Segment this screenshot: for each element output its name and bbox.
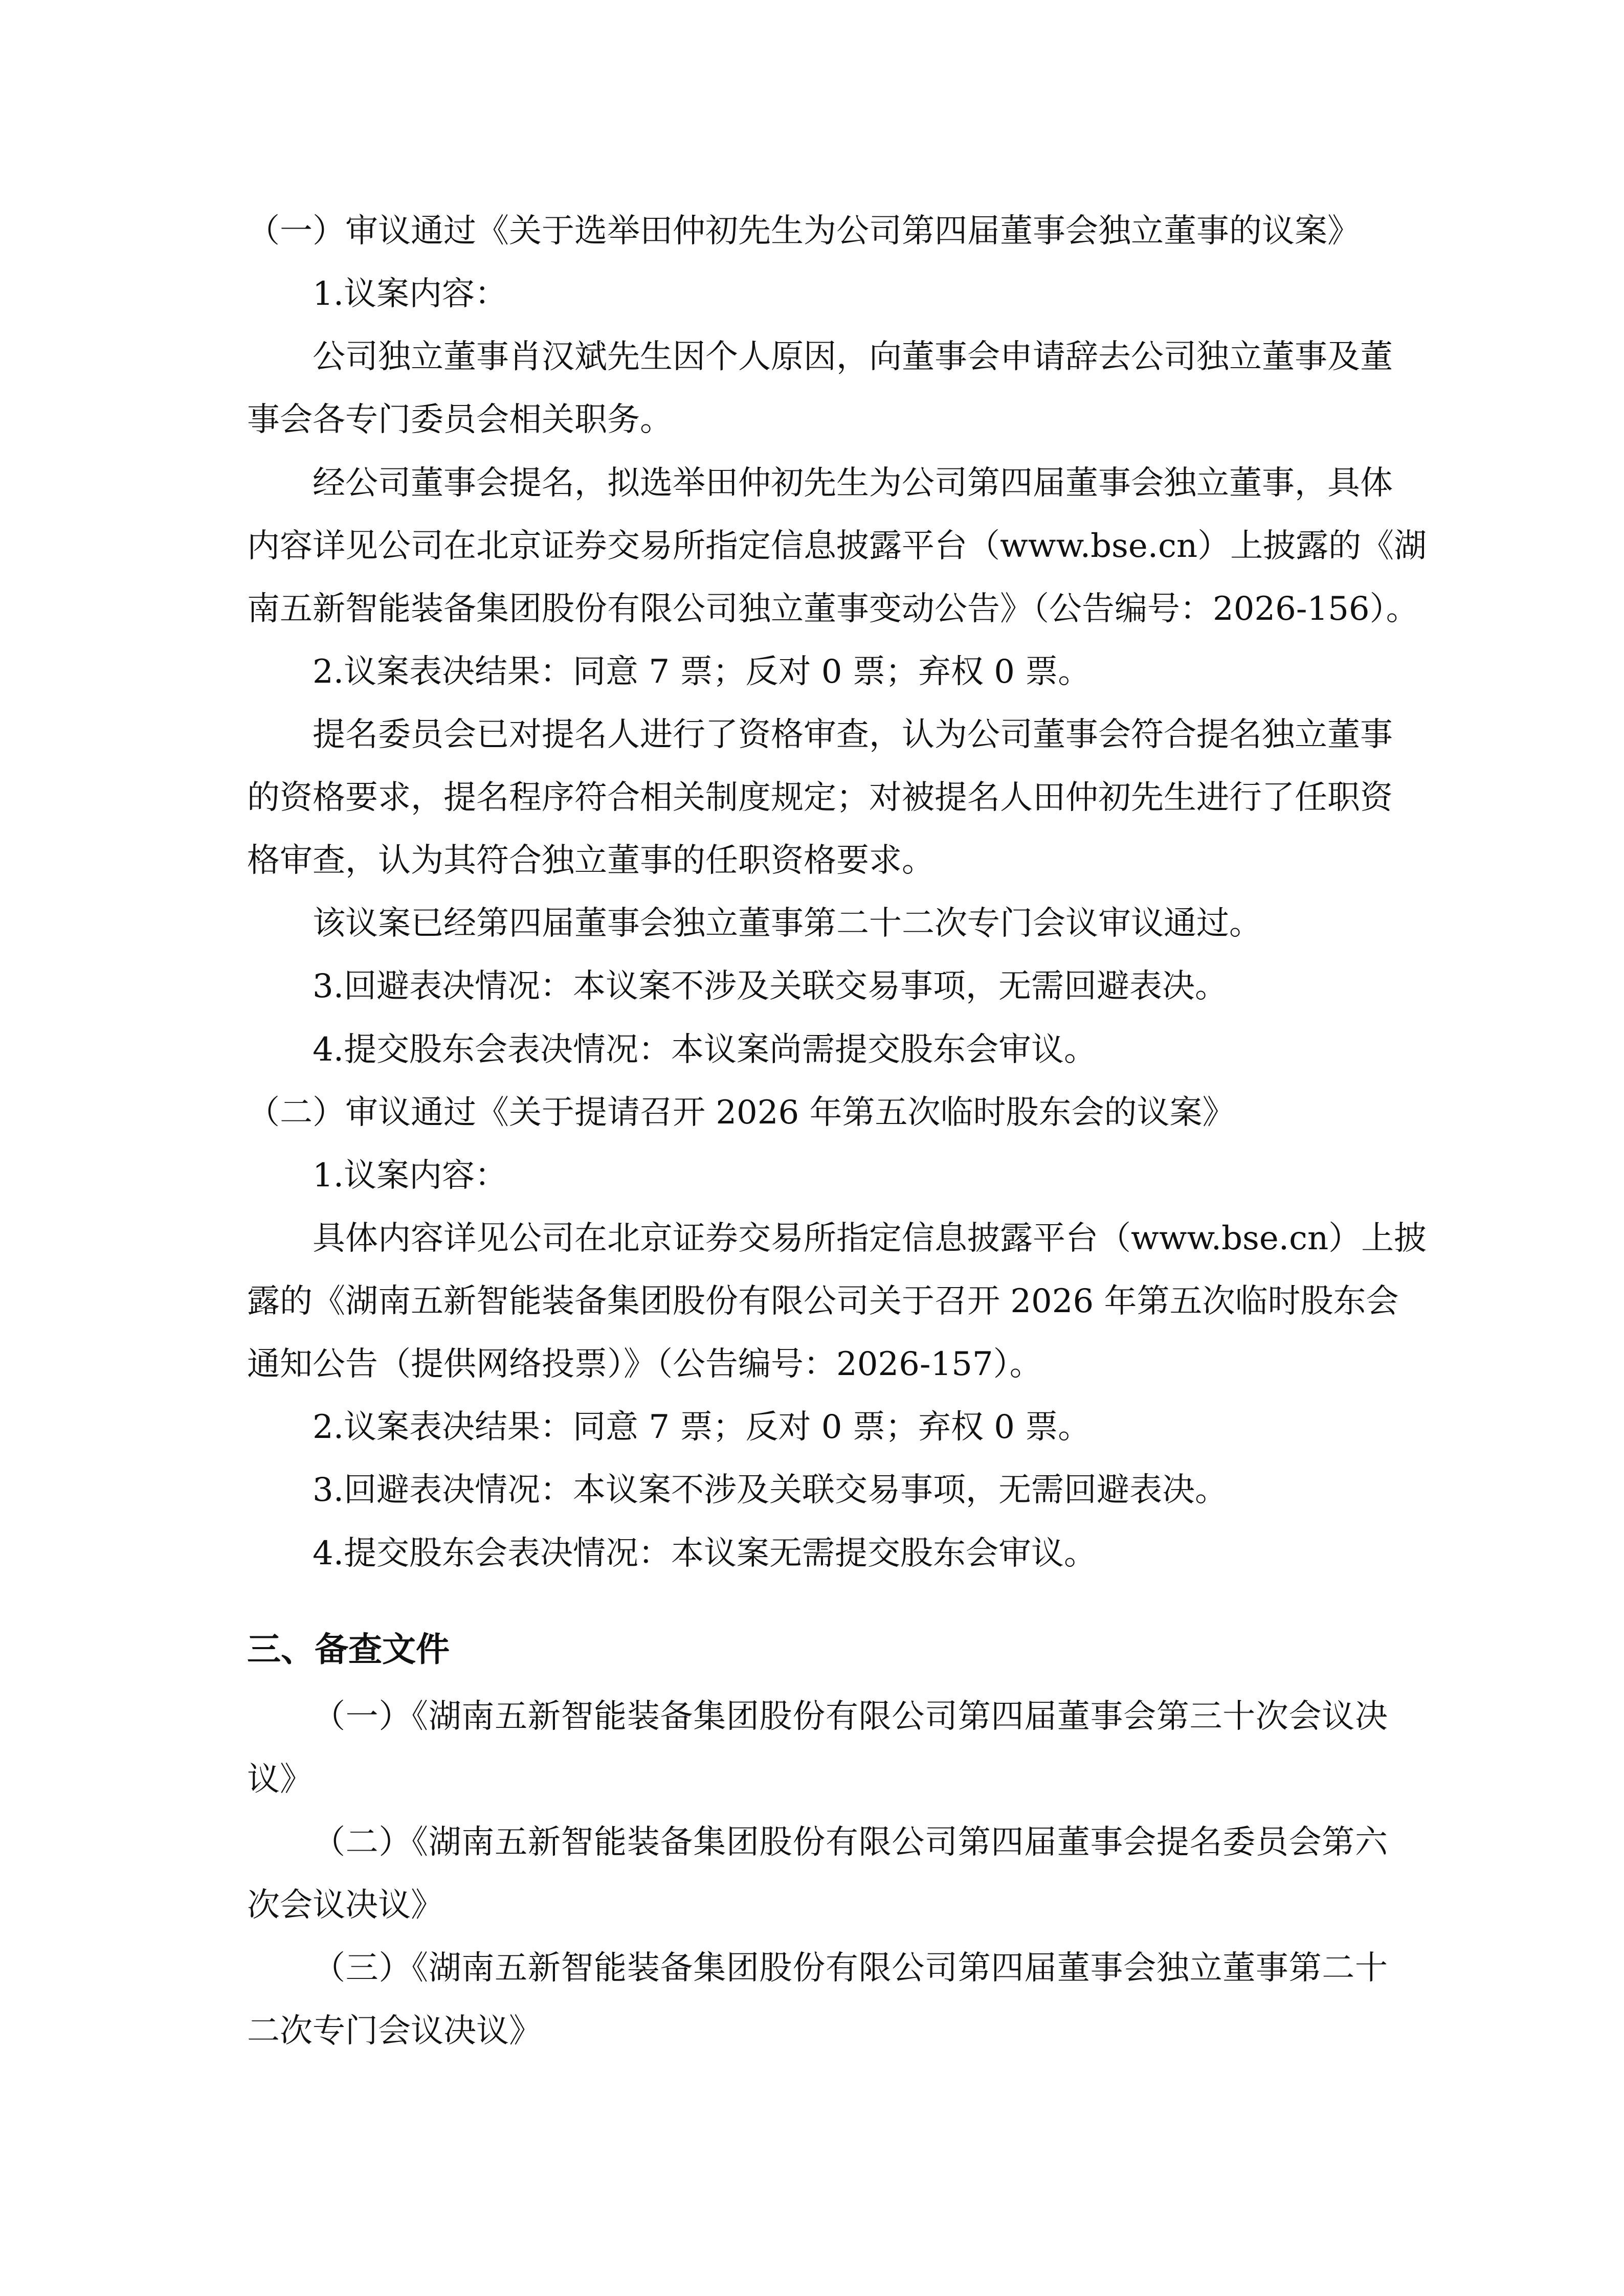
reference-doc-1-line2: 议》	[247, 1761, 313, 1798]
section-1-para2-line1: 经公司董事会提名，拟选举田仲初先生为公司第四届董事会独立董事，具体	[313, 464, 1393, 502]
section-1-para1-line2: 事会各专门委员会相关职务。	[247, 401, 673, 439]
section-1-para1-line1: 公司独立董事肖汉斌先生因个人原因，向董事会申请辞去公司独立董事及董	[313, 338, 1393, 376]
section-1-para2-line2: 内容详见公司在北京证券交易所指定信息披露平台（www.bse.cn）上披露的《湖	[247, 527, 1427, 565]
section-1-para2-line3: 南五新智能装备集团股份有限公司独立董事变动公告》（公告编号：2026-156）。	[247, 590, 1419, 628]
section-2-avoidance: 3.回避表决情况：本议案不涉及关联交易事项，无需回避表决。	[313, 1471, 1228, 1509]
section-1-heading: （一）审议通过《关于选举田仲初先生为公司第四届董事会独立董事的议案》	[247, 212, 1360, 250]
reference-doc-2-line1: （二）《湖南五新智能装备集团股份有限公司第四届董事会提名委员会第六	[313, 1824, 1388, 1861]
section-1-para3-line1: 提名委员会已对提名人进行了资格审查，认为公司董事会符合提名独立董事	[313, 716, 1393, 754]
section-1-shareholder: 4.提交股东会表决情况：本议案尚需提交股东会审议。	[313, 1031, 1097, 1069]
section-2-para1-line3: 通知公告（提供网络投票）》（公告编号：2026-157）。	[247, 1345, 1042, 1383]
section-2-shareholder: 4.提交股东会表决情况：本议案无需提交股东会审议。	[313, 1535, 1097, 1572]
section-1-avoidance: 3.回避表决情况：本议案不涉及关联交易事项，无需回避表决。	[313, 967, 1228, 1005]
section-2-para1-line2: 露的《湖南五新智能装备集团股份有限公司关于召开 2026 年第五次临时股东会	[247, 1282, 1399, 1320]
section-2-para1-line1: 具体内容详见公司在北京证券交易所指定信息披露平台（www.bse.cn）上披	[313, 1220, 1427, 1257]
section-1-vote-result: 2.议案表决结果：同意 7 票；反对 0 票；弃权 0 票。	[313, 653, 1091, 691]
section-1-para3-line3: 格审查，认为其符合独立董事的任职资格要求。	[247, 842, 935, 880]
reference-doc-1-line1: （一）《湖南五新智能装备集团股份有限公司第四届董事会第三十次会议决	[313, 1698, 1388, 1736]
reference-doc-3-line2: 二次专门会议决议》	[247, 2012, 542, 2050]
section-2-heading: （二）审议通过《关于提请召开 2026 年第五次临时股东会的议案》	[247, 1094, 1235, 1132]
section-3-heading: 三、备查文件	[247, 1630, 450, 1669]
section-1-content-label: 1.议案内容：	[313, 275, 508, 313]
reference-doc-2-line2: 次会议决议》	[247, 1886, 443, 1924]
section-2-content-label: 1.议案内容：	[313, 1157, 508, 1195]
reference-doc-3-line1: （三）《湖南五新智能装备集团股份有限公司第四届董事会独立董事第二十	[313, 1949, 1388, 1987]
section-1-para3-line2: 的资格要求，提名程序符合相关制度规定；对被提名人田仲初先生进行了任职资	[247, 779, 1393, 817]
section-1-para4: 该议案已经第四届董事会独立董事第二十二次专门会议审议通过。	[313, 905, 1262, 942]
section-2-vote-result: 2.议案表决结果：同意 7 票；反对 0 票；弃权 0 票。	[313, 1408, 1091, 1446]
